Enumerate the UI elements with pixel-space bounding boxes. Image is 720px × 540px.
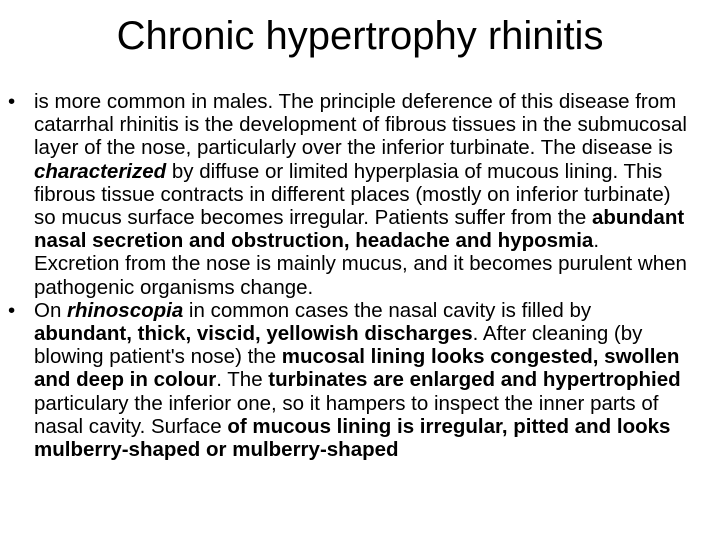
text-run: On bbox=[34, 298, 68, 322]
text-run-emphasis: characterized bbox=[34, 159, 167, 183]
text-run: . The bbox=[216, 368, 269, 392]
slide-title: Chronic hypertrophy rhinitis bbox=[116, 14, 604, 58]
text-run: particulary the inferior one, so it hampers to inspect the inner parts of nasal cavity. Surface bbox=[34, 391, 659, 438]
text-run-bold: turbinates are enlarged and hypertrophied bbox=[268, 368, 681, 392]
bullet-dot-icon: • bbox=[8, 298, 16, 322]
text-run: . After cleaning (by blowing patient's nose) the bbox=[34, 322, 643, 369]
text-run-bold: abundant nasal secretion and obstruction, headache and hyposmia bbox=[34, 206, 685, 253]
text-run: by diffuse or limited hyperplasia of mucous lining. This fibrous tissue contracts in different places (mostly on inferior turbinate) so mucus surface becomes irregular. Patients suffer from the bbox=[34, 159, 671, 230]
text-run: . Excretion from the nose is mainly mucus, and it becomes purulent when pathogenic organisms change. bbox=[34, 229, 687, 299]
bullet-dot-icon: • bbox=[8, 90, 16, 113]
bullet-text bbox=[34, 90, 687, 299]
text-run-bold: of mucous lining is irregular, pitted and looks mulberry-shaped or mulberry-shaped bbox=[34, 414, 671, 462]
bullet-item bbox=[0, 90, 690, 299]
text-run: is more common in males. The principle deference of this disease from catarrhal rhinitis is the development of fibrous tissues in the submucosal layer of the nose, particularly over the inferior turbinate. The disease is bbox=[34, 90, 687, 160]
text-run: in common cases the nasal cavity is filled by bbox=[183, 298, 592, 322]
bullet-list bbox=[0, 90, 690, 461]
bullet-item bbox=[0, 299, 690, 461]
bullet-text bbox=[34, 299, 681, 461]
text-run-emphasis: rhinoscopia bbox=[67, 298, 184, 322]
text-run-bold: abundant, thick, viscid, yellowish discharges bbox=[34, 322, 473, 346]
text-run-bold: mucosal lining looks congested, swollen and deep in colour bbox=[34, 345, 680, 392]
